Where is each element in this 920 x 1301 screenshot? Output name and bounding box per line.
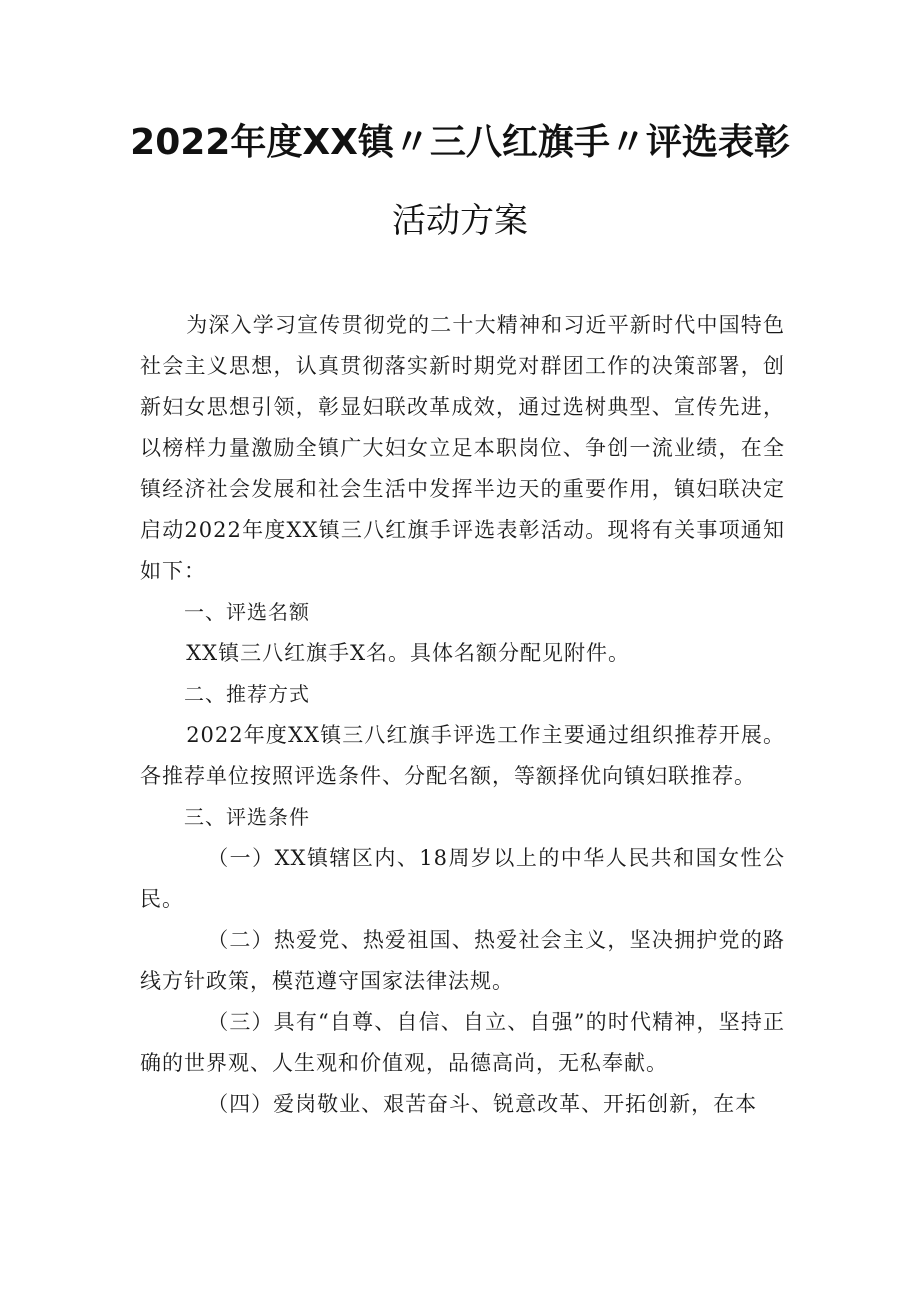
criteria-item: （一）XX镇辖区内、18周岁以上的中华人民共和国女性公民。 [140, 846, 785, 911]
criteria-item: （三）具有“自尊、自信、自立、自强”的时代精神，坚持正确的世界观、人生观和价值观，品德高尚，无私奉献。 [140, 1010, 785, 1075]
section-heading-criteria: 三、评选条件 [184, 805, 310, 829]
document-title-line-1: 2022年度XX镇〃三八红旗手〃评选表彰 [130, 122, 790, 163]
intro-paragraph: 为深入学习宣传贯彻党的二十大精神和习近平新时代中国特色社会主义思想，认真贯彻落实新时期党对群团工作的决策部署，创新妇女思想引领，彰显妇联改革成效，通过选树典型、宣传先进，以榜样力量激励全镇广大妇女立足本职岗位、争创一流业绩，在全镇经济社会发展和社会生活中发挥半边天的重要作用，镇妇联决定启动2022年度XX镇三八红旗手评选表彰活动。现将有关事项通知如下： [140, 313, 785, 583]
criteria-item: （二）热爱党、热爱祖国、热爱社会主义，坚决拥护党的路线方针政策，模范遵守国家法律法规。 [140, 928, 785, 993]
criteria-item: （四）爱岗敬业、艰苦奋斗、锐意改革、开拓创新，在本 [207, 1092, 758, 1116]
document-body [140, 305, 785, 1125]
section-heading-recommendation: 二、推荐方式 [184, 682, 310, 706]
section-heading-quota: 一、评选名额 [184, 600, 310, 624]
document-title-line-2: 活动方案 [392, 201, 528, 241]
recommendation-paragraph: 2022年度XX镇三八红旗手评选工作主要通过组织推荐开展。各推荐单位按照评选条件、分配名额，等额择优向镇妇联推荐。 [140, 723, 785, 788]
quota-paragraph: XX镇三八红旗手X名。具体名额分配见附件。 [186, 641, 631, 665]
